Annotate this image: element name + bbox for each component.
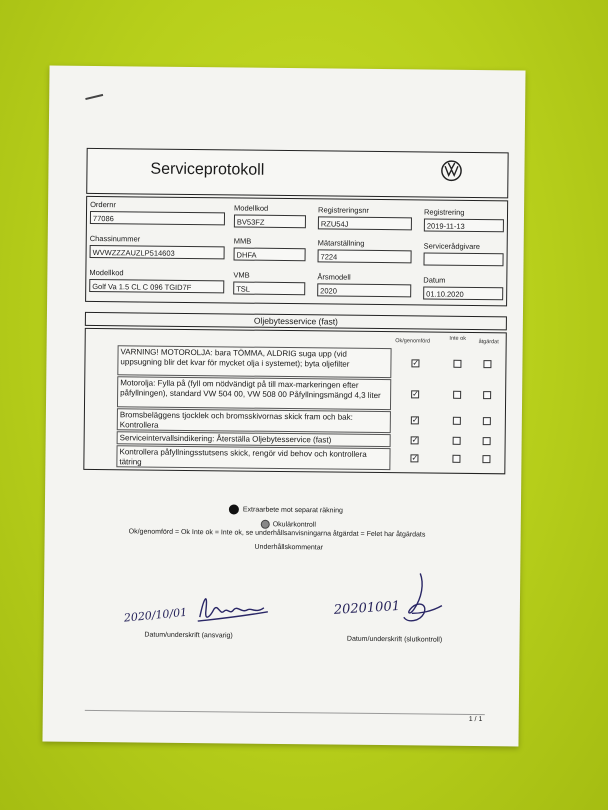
registrering-label: Registrering [423, 207, 465, 217]
right-handwritten-date: 20201001 [333, 598, 401, 618]
ok-checkbox-checked[interactable]: ✓ [411, 435, 419, 445]
servicerradgivare-label: Servicerådgivare [423, 241, 481, 252]
legend-extra-text: Extraarbete mot separat räkning [242, 506, 343, 515]
modellkod-field: Golf Va 1.5 CL C 096 TGID7F [89, 279, 224, 293]
task-row [116, 445, 390, 470]
registrering-field: 2019-11-13 [424, 218, 504, 232]
left-signature-label: Datum/underskrift (ansvarig) [144, 631, 233, 640]
matarstallning-field: 7224 [318, 249, 412, 263]
fixed-checkbox[interactable] [483, 391, 491, 399]
column-ok-header: Ok/genomförd [395, 338, 431, 345]
servicerradgivare-field [423, 252, 503, 266]
ok-checkbox-checked[interactable]: ✓ [412, 358, 420, 368]
not-ok-checkbox[interactable] [453, 417, 461, 425]
matarstallning-label: Mätarställning [317, 238, 365, 248]
task-row [117, 408, 391, 433]
registreringsnr-label: Registreringsnr [318, 205, 369, 215]
task-text: Serviceintervallsindikering: Återställa Oljebytesservice (fast) [119, 433, 332, 445]
datum-field: 01.10.2020 [423, 286, 503, 300]
chassinummer-field: WVWZZZAUZLP514603 [90, 245, 225, 259]
not-ok-checkbox[interactable] [453, 391, 461, 399]
right-signature-label: Datum/underskrift (slutkontroll) [346, 635, 443, 644]
modellkod-top-field: BV53FZ [234, 214, 306, 228]
black-dot-icon [229, 504, 239, 514]
left-signature [194, 587, 274, 628]
fixed-checkbox[interactable] [482, 455, 490, 463]
page-number: 1 / 1 [468, 715, 483, 724]
legend-visual-text: Okulärkontroll [272, 521, 316, 529]
not-ok-checkbox[interactable] [452, 455, 460, 463]
datum-label: Datum [423, 275, 446, 285]
column-fixed-header: åtgärdat [478, 339, 499, 346]
arsmodell-field: 2020 [317, 283, 411, 297]
section-title: Oljebytesservice (fast) [85, 312, 507, 330]
service-protocol-paper [42, 66, 525, 747]
ordernr-field: 77086 [90, 211, 225, 225]
fixed-checkbox[interactable] [483, 417, 491, 425]
fixed-checkbox[interactable] [483, 360, 491, 368]
mmb-field: DHFA [234, 247, 306, 261]
vw-logo-icon [440, 160, 462, 182]
arsmodell-label: Årsmodell [317, 272, 351, 282]
task-text: VARNING! MOTOROLJA: bara TÖMMA, ALDRIG suga upp (vid uppsugning blir det kvar för mycket olja i systemet); byta oljefilter [120, 347, 350, 369]
mmb-label: MMB [233, 236, 252, 246]
ordernr-label: Ordernr [90, 199, 116, 210]
ok-checkbox-checked[interactable]: ✓ [412, 389, 419, 399]
registreringsnr-field: RZU54J [318, 216, 412, 230]
legend-explain: Ok/genomförd = Ok Inte ok = Inte ok, se underhållsanvisningarna åtgärdat = Felet har åtgärdats [128, 528, 426, 539]
not-ok-checkbox[interactable] [453, 360, 461, 368]
task-row [117, 345, 391, 378]
fixed-checkbox[interactable] [483, 437, 491, 445]
chassinummer-label: Chassinummer [89, 233, 141, 244]
checklist-box [83, 328, 506, 474]
legend-visual [261, 520, 316, 530]
column-not-ok-header: Inte ok [449, 335, 466, 342]
not-ok-checkbox[interactable] [453, 437, 461, 445]
ok-checkbox-checked[interactable]: ✓ [411, 415, 419, 425]
legend-extra [229, 504, 343, 515]
footer-divider [85, 710, 485, 715]
modellkod-top-label: Modellkod [234, 203, 269, 213]
vmb-field: TSL [233, 281, 305, 295]
comment-heading: Underhållskommentar [254, 543, 324, 552]
task-text: Kontrollera påfyllningsstutsens skick, rengör vid behov och kontrollera tätring [119, 447, 367, 467]
right-signature [398, 569, 449, 630]
ok-checkbox-checked[interactable]: ✓ [411, 453, 419, 463]
left-handwritten-date: 2020/10/01 [123, 605, 188, 625]
task-text: Bromsbeläggens tjocklek och bromsskivornas skick fram och bak: Kontrollera [119, 410, 353, 430]
document-title: Serviceprotokoll [150, 160, 265, 179]
pen-mark [85, 94, 103, 100]
task-text: Motorolja: Fylla på (fyll om nödvändigt på till max-markeringen efter påfyllningen), standard VW 504 00, VW 508 00 Påfyllningsmängd 4,3 liter [120, 378, 381, 400]
eye-icon [261, 520, 270, 529]
vmb-label: VMB [233, 270, 250, 280]
modellkod-label: Modellkod [89, 267, 124, 278]
task-row [117, 376, 391, 410]
